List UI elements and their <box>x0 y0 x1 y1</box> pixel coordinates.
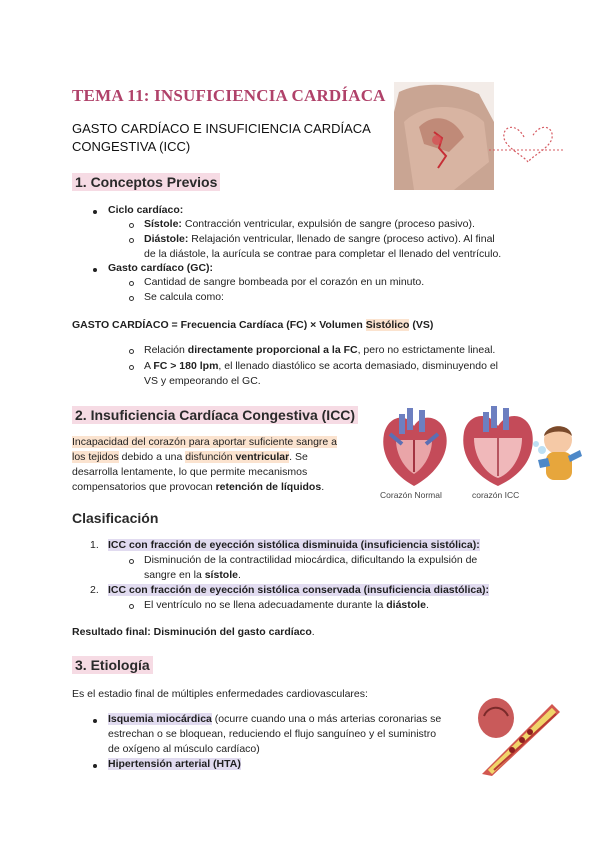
sub-bullet <box>129 223 134 228</box>
chest-pain-illustration <box>394 82 564 190</box>
cartoon-coughing-illustration <box>528 420 584 486</box>
icc-paragraph-line-4: compensatorios que provocan retención de líquidos. <box>72 481 325 493</box>
etiology-item-1-line-3: de oxígeno al músculo cardíaco) <box>108 743 260 755</box>
bullet-dot <box>93 719 97 723</box>
gc-item-1: Cantidad de sangre bombeada por el corazón en un minuto. <box>144 276 425 288</box>
gc-label: Gasto cardíaco (GC): <box>108 262 214 274</box>
final-result: Resultado final: Disminución del gasto cardíaco. <box>72 626 315 638</box>
sub-bullet <box>129 296 134 301</box>
fc-line-2: VS y empeorando el GC. <box>144 375 261 387</box>
sub-bullet <box>129 349 134 354</box>
diastole-line: Diástole: Relajación ventricular, llenado de sangre (proceso activo). Al final <box>144 233 495 245</box>
formula: GASTO CARDÍACO = Frecuencia Cardíaca (FC) × Volumen Sistólico (VS) <box>72 319 434 331</box>
etiology-item-1-line-2: estrechan o se bloquean, reduciendo el flujo sanguíneo y el suministro <box>108 728 437 740</box>
document-subtitle: GASTO CARDÍACO E INSUFICIENCIA CARDÍACA CONGESTIVA (ICC) <box>72 121 371 154</box>
fc-line: A FC > 180 lpm, el llenado diastólico se acorta demasiado, disminuyendo el <box>144 360 499 372</box>
diastole-line-2: de la diástole, la aurícula se contrae para completar el llenado del ventrículo. <box>144 248 502 260</box>
icc-heart-diagram <box>458 404 538 504</box>
classification-number-2: 2. <box>90 584 99 596</box>
etiology-item-1: Isquemia miocárdica (ocurre cuando una o más arterias coronarias se <box>108 713 442 725</box>
normal-heart-caption: Corazón Normal <box>380 490 442 500</box>
artery-plaque-illustration <box>472 696 560 776</box>
classification-item-1: ICC con fracción de eyección sistólica disminuida (insuficiencia sistólica): <box>108 539 480 551</box>
ciclo-label: Ciclo cardíaco: <box>108 204 184 216</box>
sub-bullet <box>129 604 134 609</box>
classification-item-2: ICC con fracción de eyección sistólica conservada (insuficiencia diastólica): <box>108 584 490 596</box>
icc-paragraph-line-3: desarrolla lentamente, lo que permite mecanismos <box>72 466 308 478</box>
etiology-intro: Es el estadio final de múltiples enfermedades cardiovasculares: <box>72 688 368 700</box>
sub-bullet <box>129 238 134 243</box>
sub-bullet <box>129 281 134 286</box>
bullet-dot <box>93 268 97 272</box>
classification-heading: Clasificación <box>72 510 159 526</box>
section-3-heading: 3. Etiología <box>72 656 153 674</box>
classification-1-detail-2: sangre en la sístole. <box>144 569 241 581</box>
bullet-dot <box>93 764 97 768</box>
classification-1-detail: Disminución de la contractilidad miocárdica, dificultando la expulsión de <box>144 554 478 566</box>
icc-paragraph-line-1: Incapacidad del corazón para aportar suficiente sangre a <box>72 436 338 448</box>
classification-2-detail: El ventrículo no se llena adecuadamente durante la diástole. <box>144 599 429 611</box>
classification-number-1: 1. <box>90 539 99 551</box>
sub-bullet <box>129 559 134 564</box>
sub-bullet <box>129 365 134 370</box>
normal-heart-diagram <box>372 404 456 504</box>
section-1-heading: 1. Conceptos Previos <box>72 173 220 191</box>
gc-item-2: Se calcula como: <box>144 291 224 303</box>
bullet-dot <box>93 210 97 214</box>
section-2-heading: 2. Insuficiencia Cardíaca Congestiva (ICC) <box>72 406 358 424</box>
sistole-line: Sístole: Contracción ventricular, expulsión de sangre (proceso pasivo). <box>144 218 475 230</box>
icc-heart-caption: corazón ICC <box>472 490 520 500</box>
icc-paragraph-line-2: los tejidos debido a una disfunción ventricular. Se <box>72 451 308 463</box>
relation-line: Relación directamente proporcional a la FC, pero no estrictamente lineal. <box>144 344 496 356</box>
document-title: TEMA 11: INSUFICIENCIA CARDÍACA <box>72 86 386 105</box>
etiology-item-2: Hipertensión arterial (HTA) <box>108 758 241 770</box>
